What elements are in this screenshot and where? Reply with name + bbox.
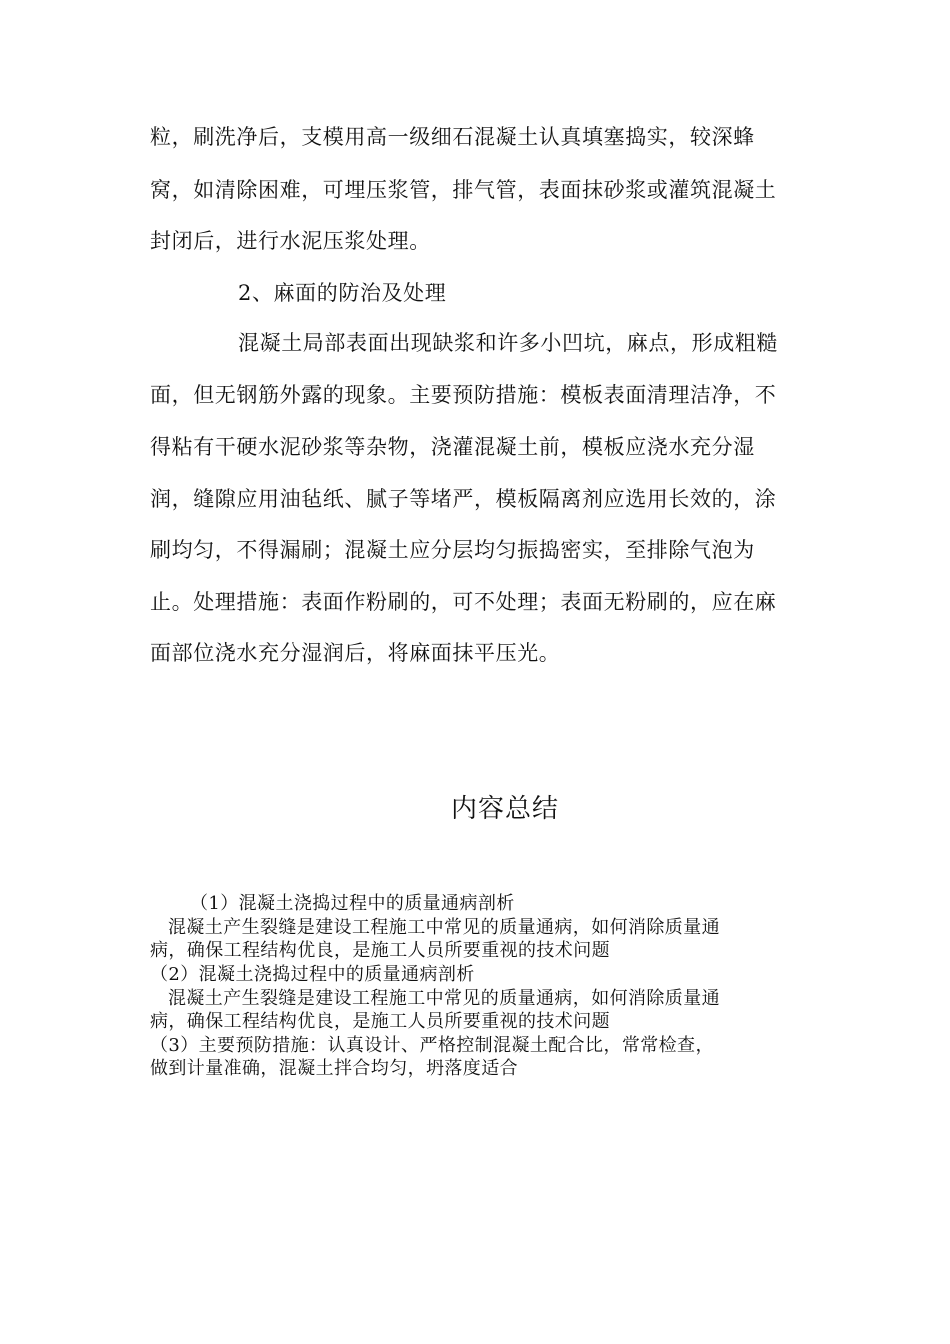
summary-title: 内容总结 [450,794,559,824]
body-line: 润，缝隙应用油毡纸、腻子等堵严，模板隔离剂应选用长效的，涂 [150,487,777,511]
summary-line: 病，确保工程结构优良，是施工人员所要重视的技术问题 [150,940,610,961]
body-line: 刷均匀，不得漏刷；混凝土应分层均匀振捣密实，至排除气泡为 [150,538,755,562]
summary-line: （1）混凝土浇捣过程中的质量通病剖析 [190,893,515,914]
summary-line: 病，确保工程结构优良，是施工人员所要重视的技术问题 [150,1011,610,1032]
summary-line: 混凝土产生裂缝是建设工程施工中常见的质量通病，如何消除质量通 [168,917,720,938]
body-line: 封闭后，进行水泥压浆处理。 [150,229,431,253]
summary-line: 做到计量准确，混凝土拌合均匀，坍落度适合 [150,1058,518,1079]
body-line: 窝，如清除困难，可埋压浆管，排气管，表面抹砂浆或灌筑混凝土 [150,178,777,202]
body-line: 粒，刷洗净后，支模用高一级细石混凝土认真填塞捣实，较深蜂 [150,125,755,149]
body-line: 混凝土局部表面出现缺浆和许多小凹坑，麻点，形成粗糙 [238,331,778,355]
summary-line: 混凝土产生裂缝是建设工程施工中常见的质量通病，如何消除质量通 [168,988,720,1009]
body-line: 面，但无钢筋外露的现象。主要预防措施：模板表面清理洁净，不 [150,383,777,407]
summary-line: （2）混凝土浇捣过程中的质量通病剖析 [150,964,475,985]
summary-line: （3）主要预防措施：认真设计、严格控制混凝土配合比，常常检查， [150,1035,714,1056]
body-line: 面部位浇水充分湿润后，将麻面抹平压光。 [150,641,561,665]
section-heading: 2、麻面的防治及处理 [238,281,447,305]
body-line: 得粘有干硬水泥砂浆等杂物，浇灌混凝土前，模板应浇水充分湿 [150,435,755,459]
body-line: 止。处理措施：表面作粉刷的，可不处理；表面无粉刷的，应在麻 [150,590,777,614]
